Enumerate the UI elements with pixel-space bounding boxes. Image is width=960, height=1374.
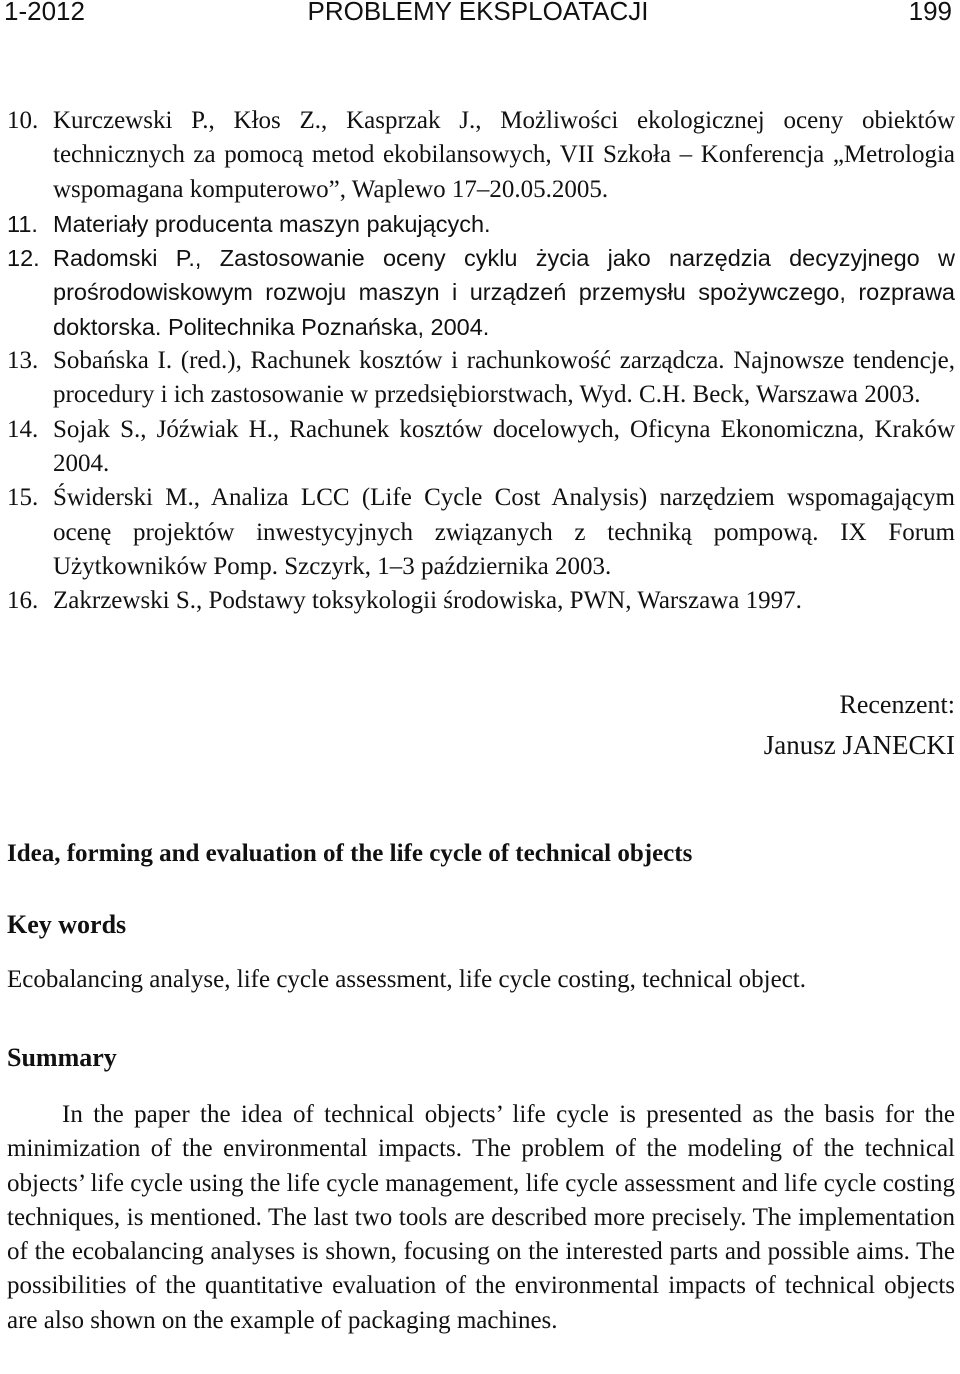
reference-item <box>7 241 955 344</box>
journal-issue: 1-2012 <box>4 0 85 26</box>
reference-text: Sobańska I. (red.), Rachunek kosztów i rachunkowość zarządcza. Najnowsze tendencje, procedury i ich zastosowanie w przedsiębiorstwach, Wyd. C.H. Beck, Warszawa 2003. <box>53 347 955 409</box>
page-number: 199 <box>908 0 952 26</box>
reference-text: Kurczewski P., Kłos Z., Kasprzak J., Możliwości ekologicznej oceny obiektów technicznych za pomocą metod ekobilansowych, VII Szkoła – Konferencja „Metrologia wspomagana komputerowo”, Waplewo 17–20.05.2005. <box>53 107 955 203</box>
reference-list <box>7 104 955 618</box>
reference-number: 14. <box>7 415 39 443</box>
reference-text: Radomski P., Zastosowanie oceny cyklu życia jako narzędzia decyzyjnego w prośrodowiskowym rozwoju maszyn i urządzeń przemysłu spożywczego, rozprawa doktorska. Politechnika Poznańska, 2004. <box>53 245 955 340</box>
reference-item <box>7 481 955 584</box>
keywords-heading: Key words <box>7 910 127 939</box>
reviewer-label: Recenzent: <box>839 690 955 719</box>
summary-text: In the paper the idea of technical objects’ life cycle is presented as the basis for the minimization of the environmental impacts. The problem of the modeling of the technical objects’ life cycle using the life cycle management, life cycle assessment and life cycle costing techniques, is mentioned. The last two tools are described more precisely. The implementation of the ecobalancing analyses is shown, focusing on the interested parts and possible aims. The possibilities of the quantitative evaluation of the environmental impacts of technical objects are also shown on the example of packaging machines. <box>7 1101 955 1334</box>
reference-item <box>7 344 955 413</box>
keywords-text: Ecobalancing analyse, life cycle assessment, life cycle costing, technical object. <box>7 966 806 993</box>
reference-number: 10. <box>7 107 39 134</box>
reference-text: Świderski M., Analiza LCC (Life Cycle Cost Analysis) narzędziem wspomagającym ocenę projektów inwestycyjnych związanych z techniką pompową. IX Forum Użytkowników Pomp. Szczyrk, 1–3 października 2003. <box>53 484 955 580</box>
journal-title: PROBLEMY EKSPLOATACJI <box>307 0 649 26</box>
reference-number: 12. <box>7 245 40 272</box>
reference-item <box>7 413 955 482</box>
english-title: Idea, forming and evaluation of the life cycle of technical objects <box>7 840 693 867</box>
reference-item <box>7 584 955 618</box>
reference-item <box>7 207 955 241</box>
reference-item <box>7 104 955 207</box>
reference-number: 16. <box>7 587 39 615</box>
reviewer-name: Janusz JANECKI <box>763 730 955 760</box>
running-header <box>4 0 952 31</box>
reference-text: Sojak S., Jóźwiak H., Rachunek kosztów docelowych, Oficyna Ekonomiczna, Kraków 2004. <box>53 415 955 477</box>
reference-number: 11. <box>7 210 38 237</box>
reference-text: Zakrzewski S., Podstawy toksykologii środowiska, PWN, Warszawa 1997. <box>53 587 802 615</box>
reference-text: Materiały producenta maszyn pakujących. <box>53 210 491 237</box>
reference-number: 13. <box>7 347 39 375</box>
reference-number: 15. <box>7 484 39 512</box>
summary-heading: Summary <box>7 1043 117 1072</box>
